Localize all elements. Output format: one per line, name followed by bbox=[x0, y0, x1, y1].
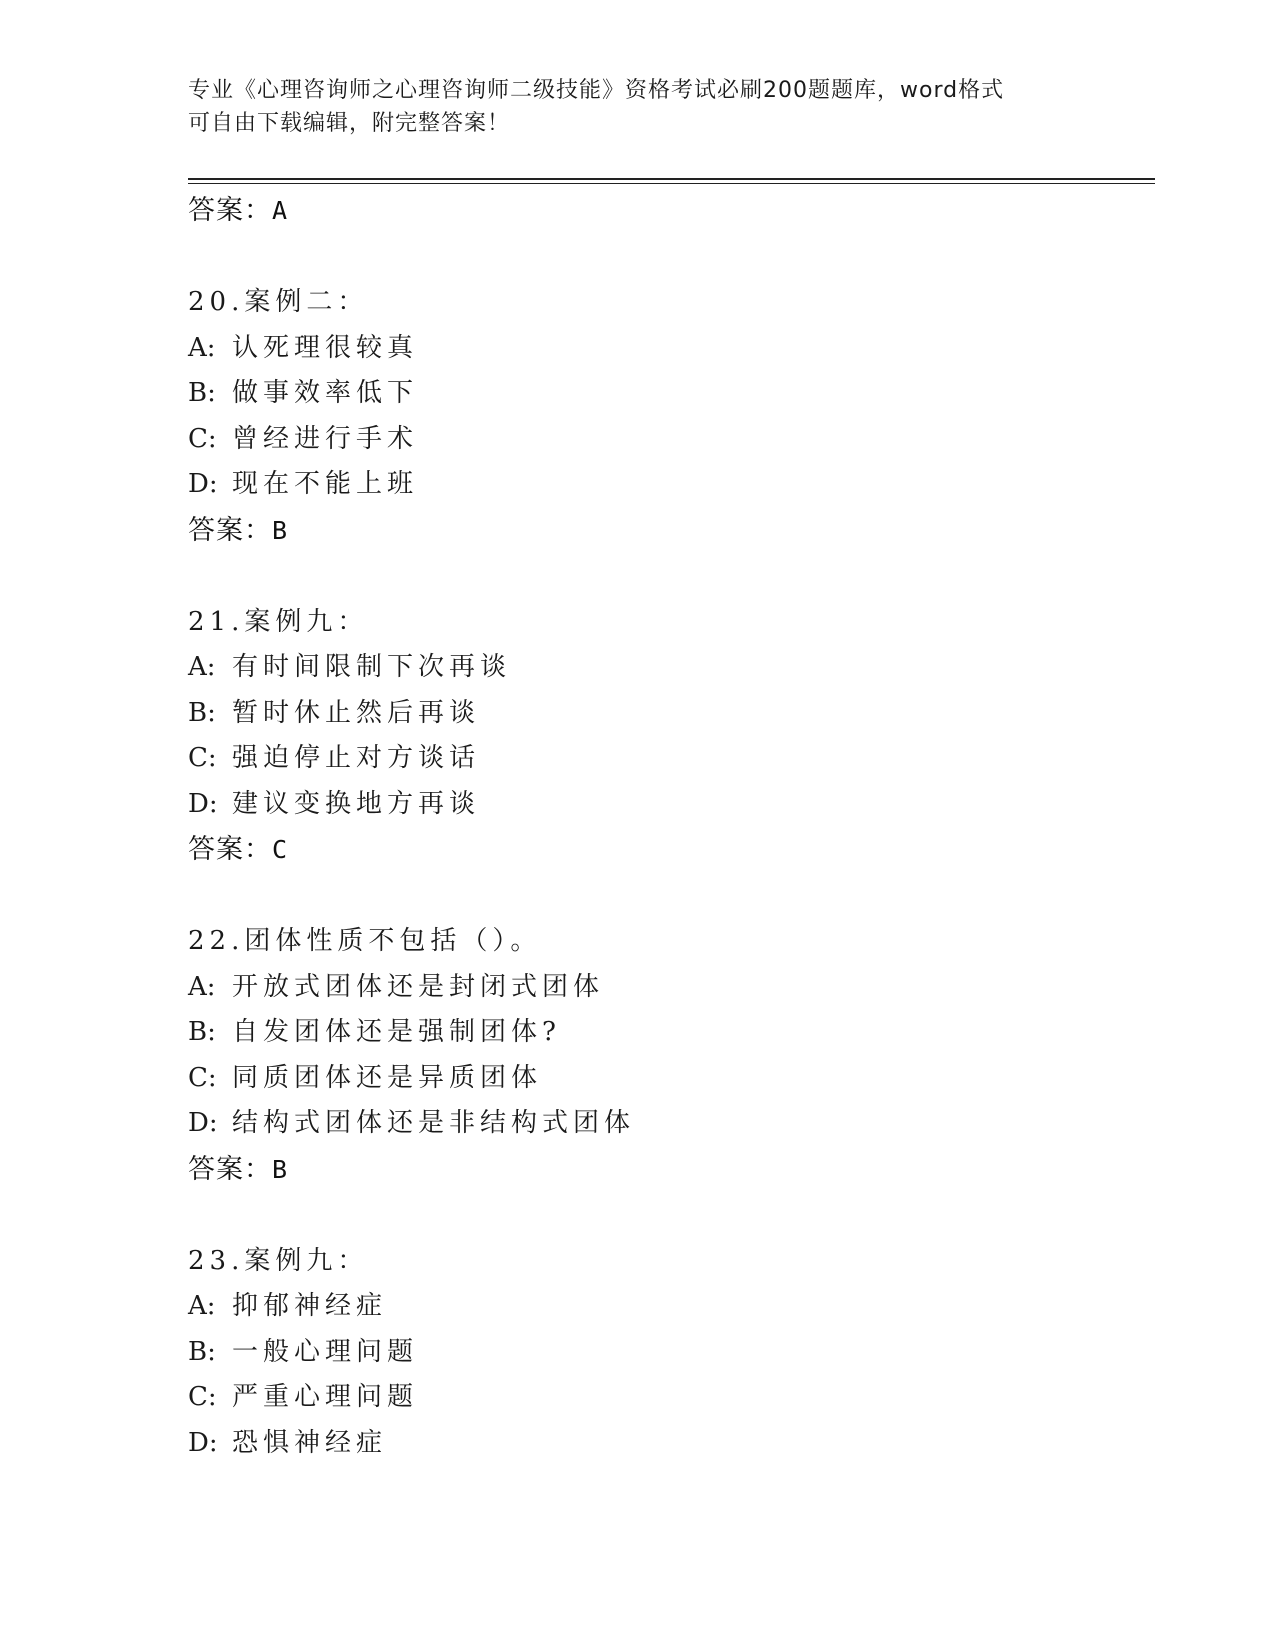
question-title: 23.案例九： bbox=[188, 1245, 369, 1276]
option-text: 结构式团体还是非结构式团体 bbox=[232, 1108, 636, 1138]
question-22 bbox=[188, 919, 1148, 1193]
answer-label: 答案： bbox=[188, 514, 272, 546]
option-b bbox=[188, 691, 1148, 737]
option-letter: D: bbox=[188, 469, 218, 499]
answer-20 bbox=[188, 508, 1148, 554]
option-text: 强迫停止对方谈话 bbox=[232, 743, 481, 773]
question-title: 20.案例二： bbox=[188, 287, 369, 317]
option-letter: B: bbox=[188, 1017, 216, 1047]
option-text: 有时间限制下次再谈 bbox=[232, 652, 512, 682]
option-d bbox=[188, 782, 1148, 828]
option-letter: A: bbox=[188, 652, 216, 682]
option-d bbox=[188, 1101, 1148, 1147]
header-line-2: 可自由下载编辑，附完整答案！ bbox=[188, 111, 511, 136]
option-text: 建议变换地方再谈 bbox=[232, 788, 481, 819]
option-a bbox=[188, 1284, 1148, 1330]
option-c bbox=[188, 1375, 1148, 1421]
answer-value: B bbox=[272, 1154, 289, 1184]
answer-22 bbox=[188, 1147, 1148, 1193]
option-text: 认死理很较真 bbox=[232, 332, 419, 363]
header-divider-thin bbox=[188, 183, 1155, 184]
answer-label: 答案： bbox=[188, 834, 272, 865]
option-letter: B: bbox=[188, 378, 216, 408]
answer-19 bbox=[188, 188, 1148, 234]
option-c bbox=[188, 736, 1148, 782]
option-letter: A: bbox=[188, 971, 216, 1002]
option-d bbox=[188, 462, 1148, 508]
answer-label: 答案： bbox=[188, 1153, 272, 1185]
option-text: 现在不能上班 bbox=[232, 469, 419, 499]
option-text: 做事效率低下 bbox=[232, 378, 419, 408]
option-letter: D: bbox=[188, 788, 218, 819]
option-letter: C: bbox=[188, 1382, 217, 1412]
option-c bbox=[188, 1056, 1148, 1102]
option-text: 开放式团体还是封闭式团体 bbox=[232, 971, 605, 1002]
answer-value: B bbox=[272, 515, 289, 545]
option-letter: B: bbox=[188, 697, 216, 728]
option-letter: A: bbox=[188, 332, 216, 363]
option-c bbox=[188, 417, 1148, 463]
question-list bbox=[188, 188, 1148, 1466]
answer-value: C bbox=[272, 835, 289, 864]
option-b bbox=[188, 1010, 1148, 1056]
option-letter: A: bbox=[188, 1291, 216, 1321]
option-letter: B: bbox=[188, 1336, 216, 1367]
answer-21 bbox=[188, 827, 1148, 873]
answer-label: 答案： bbox=[188, 195, 272, 226]
option-d bbox=[188, 1421, 1148, 1467]
option-text: 恐惧神经症 bbox=[232, 1427, 388, 1458]
option-text: 曾经进行手术 bbox=[232, 423, 419, 454]
question-20 bbox=[188, 280, 1148, 554]
option-a bbox=[188, 965, 1148, 1011]
question-21 bbox=[188, 600, 1148, 874]
option-letter: C: bbox=[188, 1062, 217, 1093]
option-letter: D: bbox=[188, 1427, 218, 1458]
option-a bbox=[188, 326, 1148, 372]
option-letter: C: bbox=[188, 743, 217, 773]
question-title: 22.团体性质不包括（）。 bbox=[188, 926, 542, 956]
option-text: 同质团体还是异质团体 bbox=[232, 1062, 543, 1093]
option-text: 严重心理问题 bbox=[232, 1382, 419, 1412]
option-b bbox=[188, 1330, 1148, 1376]
option-b bbox=[188, 371, 1148, 417]
option-letter: C: bbox=[188, 423, 217, 454]
answer-value: A bbox=[272, 196, 289, 225]
option-text: 抑郁神经症 bbox=[232, 1291, 388, 1321]
option-text: 暂时休止然后再谈 bbox=[232, 697, 481, 728]
option-text: 一般心理问题 bbox=[232, 1336, 419, 1367]
document-header bbox=[188, 74, 1088, 140]
option-letter: D: bbox=[188, 1108, 218, 1138]
option-text: 自发团体还是强制团体? bbox=[232, 1017, 561, 1047]
header-line-1: 专业《心理咨询师之心理咨询师二级技能》资格考试必刷200题题库，word格式 bbox=[188, 78, 1005, 103]
option-a bbox=[188, 645, 1148, 691]
header-divider-thick bbox=[188, 178, 1155, 180]
question-title: 21.案例九： bbox=[188, 606, 369, 637]
question-23 bbox=[188, 1239, 1148, 1467]
